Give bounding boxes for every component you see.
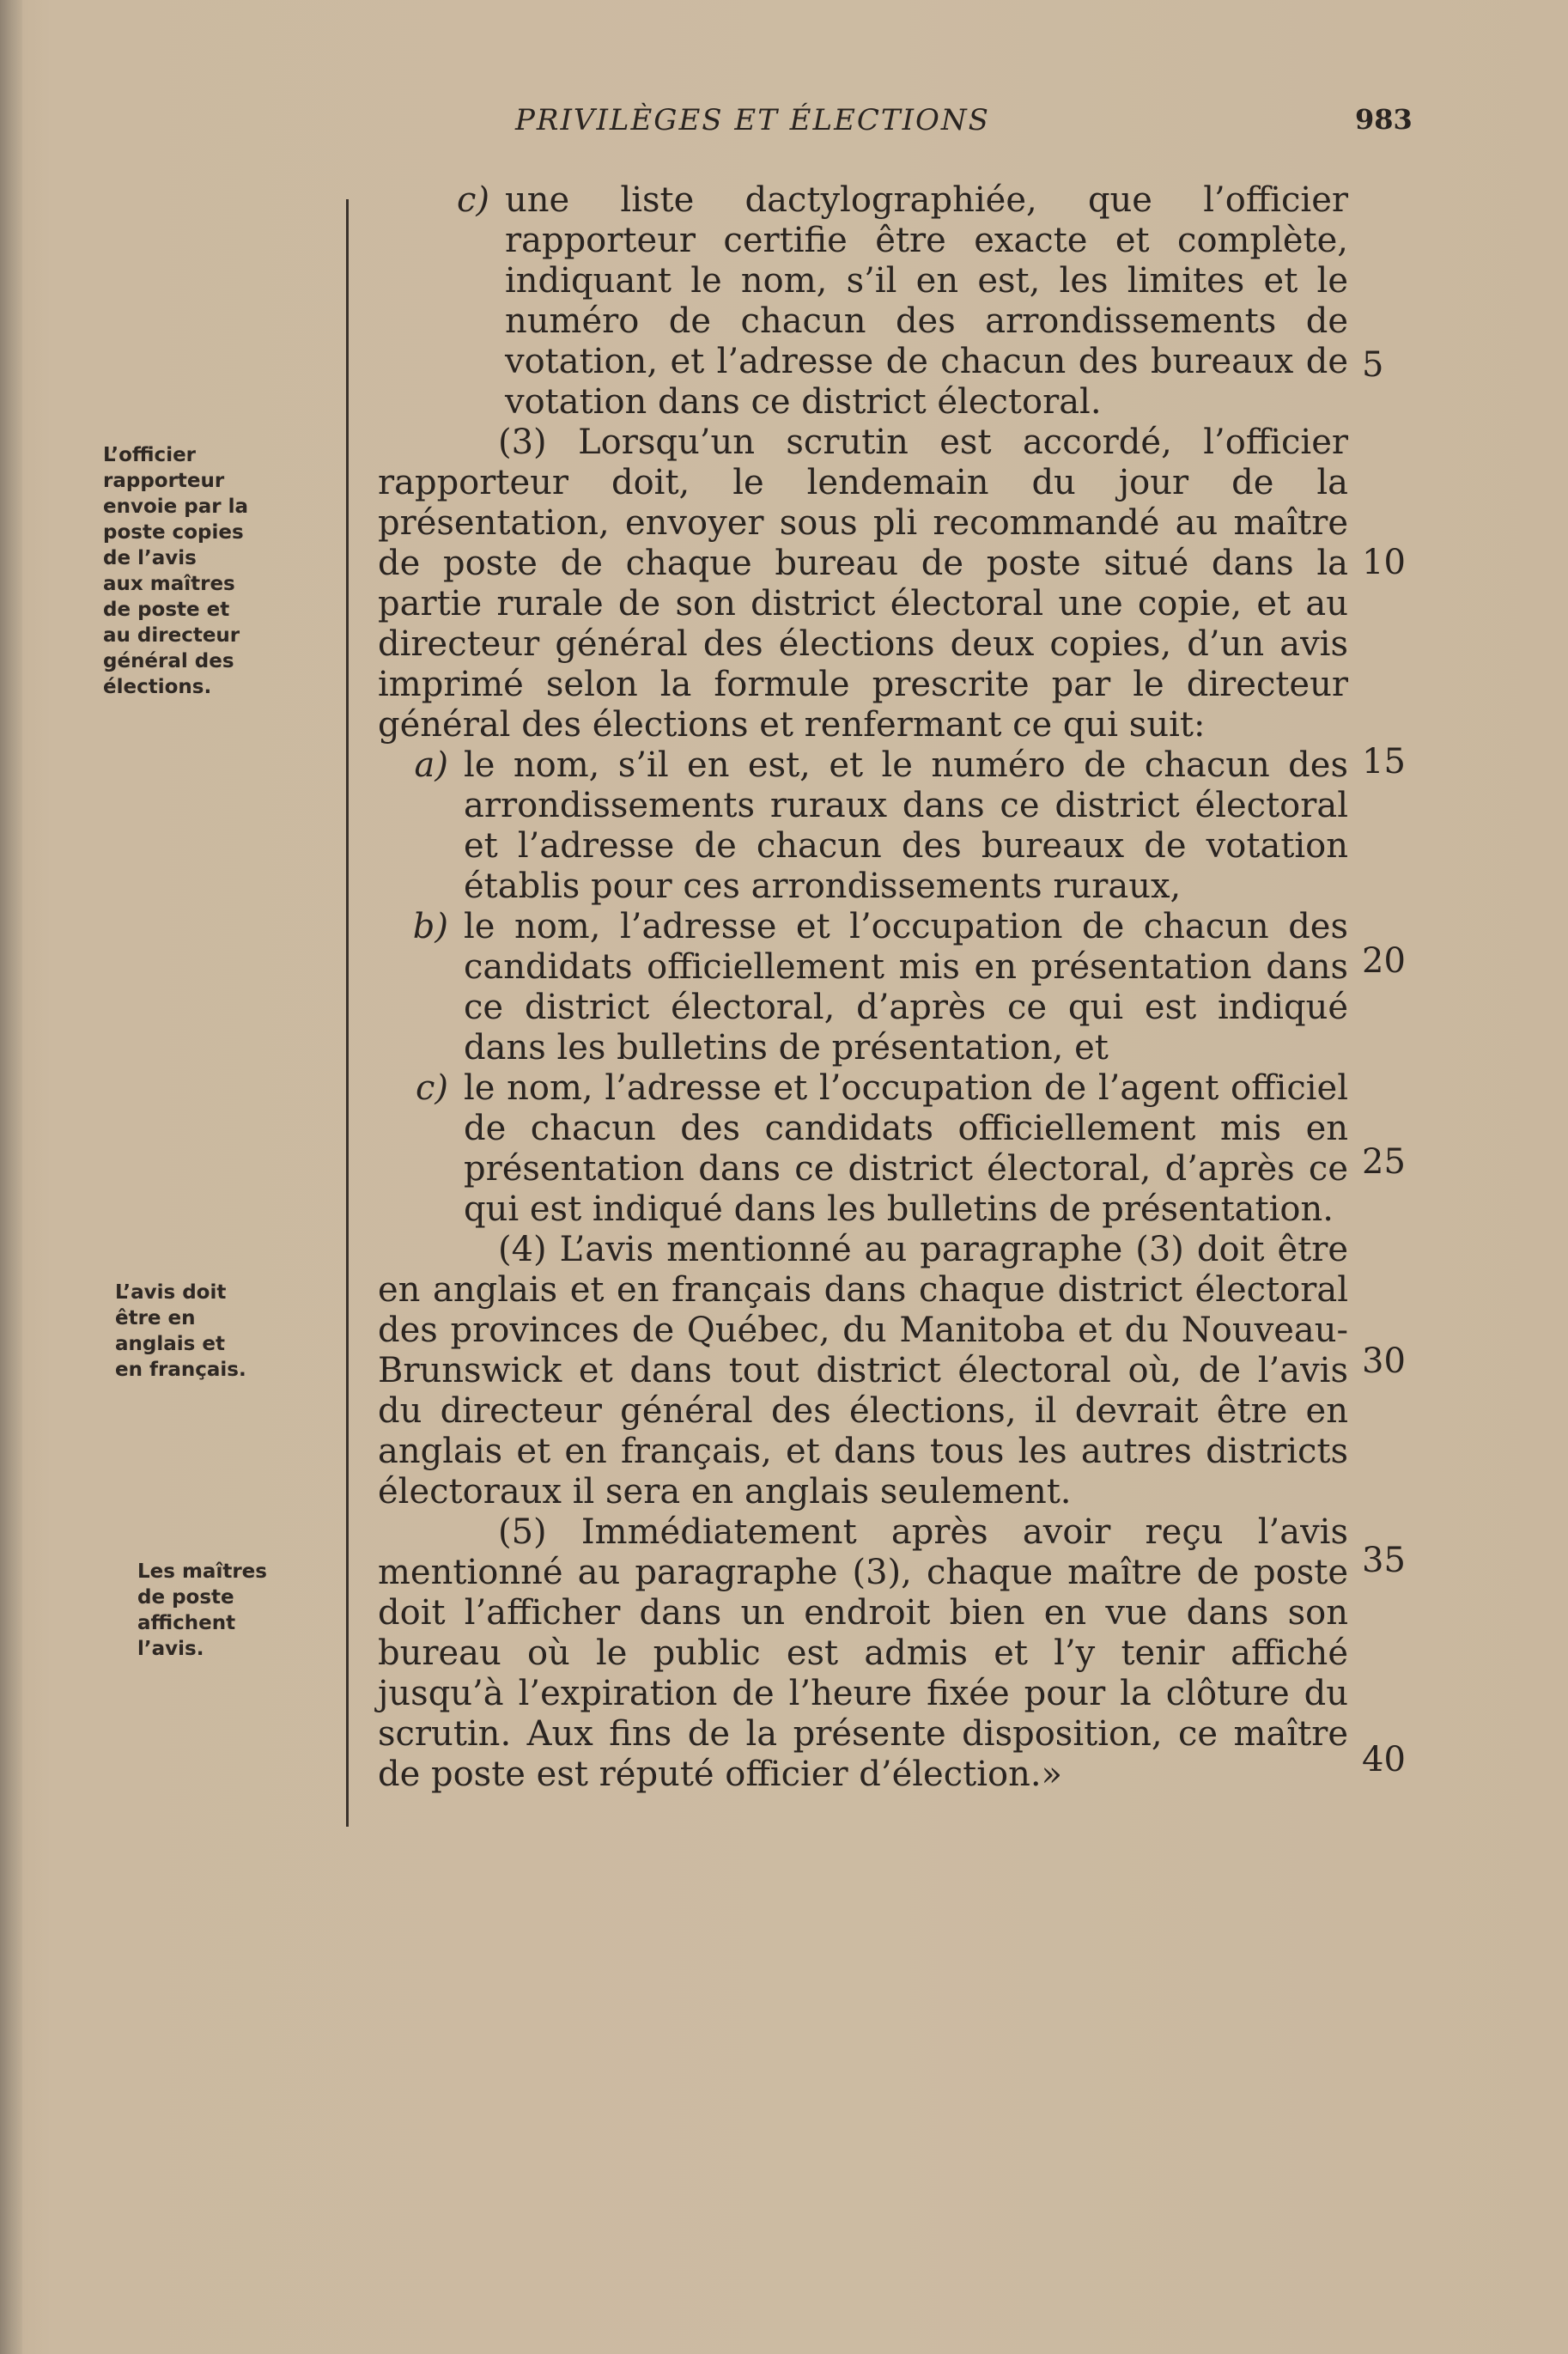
- clause-c-liste: [378, 180, 1348, 423]
- paragraph-3: (3) Lorsqu’un scrutin est accordé, l’officier rapporteur doit, le lendemain du jour de la présentation, envoyer sous pli recommandé au maître de poste de chaque bureau de poste situé dans la partie rurale de son district électoral une copie, et au directeur général des élections deux copies, d’un avis imprimé selon la formule prescrite par le directeur général des élections et renfermant ce qui suit:: [378, 423, 1348, 745]
- clause-text: le nom, s’il en est, et le numéro de chacun des arrondissements ruraux dans ce district électoral et l’adresse de chacun des bureaux de votation établis pour ces arrondissements ruraux,: [464, 745, 1348, 906]
- line-number: 35: [1362, 1541, 1406, 1580]
- page-header: [0, 103, 1568, 146]
- clause-b: [378, 907, 1348, 1068]
- binding-edge: [0, 0, 22, 2354]
- margin-rule: [346, 199, 349, 1827]
- line-number: 40: [1362, 1740, 1406, 1779]
- body-text: [378, 180, 1348, 1795]
- line-number: 15: [1362, 742, 1406, 782]
- clause-label: c): [456, 180, 489, 220]
- clause-text: le nom, l’adresse et l’occupation de chacun des candidats officiellement mis en présentation dans ce district électoral, d’après ce qui est indiqué dans les bulletins de présentation, et: [464, 907, 1348, 1068]
- clause-c: [378, 1068, 1348, 1230]
- paragraph-5: (5) Immédiatement après avoir reçu l’avis mentionné au paragraphe (3), chaque maître de poste doit l’afficher dans un endroit bien en vue dans son bureau où le public est admis et l’y tenir affiché jusqu’à l’expiration de l’heure fixée pour la clôture du scrutin. Aux fins de la présente disposition, ce maître de poste est réputé officier d’élection.»: [378, 1512, 1348, 1794]
- clause-text: une liste dactylographiée, que l’officier rapporteur certifie être exacte et complète, indiquant le nom, s’il en est, les limites et le numéro de chacun des arrondissements de votation, et l’adresse de chacun des bureaux de votation dans ce district électoral.: [505, 180, 1348, 422]
- margin-note-affichage: Les maîtres de poste affichent l’avis.: [137, 1560, 267, 1660]
- line-number: 30: [1362, 1341, 1406, 1381]
- clause-label: a): [414, 745, 448, 785]
- paragraph-4: (4) L’avis mentionné au paragraphe (3) doit être en anglais et en français dans chaque district électoral des provinces de Québec, du Manitoba et du Nouveau-Brunswick et dans tout district électoral où, de l’avis du directeur général des élections, il devrait être en anglais et en français, et dans tous les autres districts électoraux il sera en anglais seulement.: [378, 1230, 1348, 1512]
- clause-a: [378, 745, 1348, 907]
- clause-label: b): [412, 907, 448, 946]
- clause-text: le nom, l’adresse et l’occupation de l’agent officiel de chacun des candidats officiellement mis en présentation dans ce district électoral, d’après ce qui est indiqué dans les bulletins de présentation.: [464, 1068, 1348, 1229]
- page-number: 983: [1355, 103, 1413, 136]
- line-number: 10: [1362, 543, 1406, 582]
- margin-note-avis-envoi: L’officier rapporteur envoie par la poste copies de l’avis aux maîtres de poste et au directeur général des élections.: [103, 444, 248, 698]
- line-number: 25: [1362, 1142, 1406, 1182]
- running-title: PRIVILÈGES ET ÉLECTIONS: [515, 103, 990, 137]
- clause-label: c): [415, 1068, 448, 1108]
- line-number: 5: [1362, 345, 1384, 385]
- margin-note-langues: L’avis doit être en anglais et en français.: [115, 1281, 246, 1381]
- line-number: 20: [1362, 941, 1406, 981]
